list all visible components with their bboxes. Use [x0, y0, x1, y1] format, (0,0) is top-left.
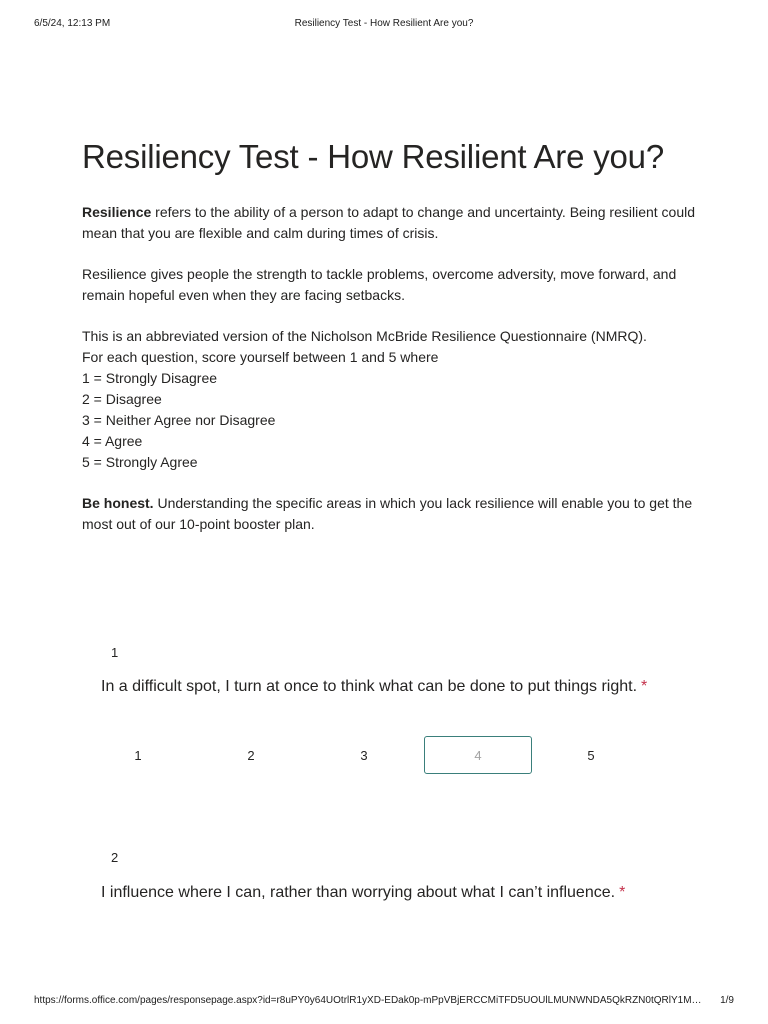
intro-paragraph-1-text: refers to the ability of a person to adapt to change and uncertainty. Being resilient could mean that you are flexible and calm during times of crisis. [82, 204, 696, 241]
intro-paragraph-2: Resilience gives people the strength to tackle problems, overcome adversity, move forward, and remain hopeful even when they are facing setbacks. [82, 266, 677, 303]
intro-paragraph-3-line-2: For each question, score yourself between 1 and 5 where [82, 349, 439, 365]
question-2-text [101, 884, 625, 902]
form-description [82, 202, 702, 555]
scale-legend [82, 368, 702, 473]
scale-item: 1 = Strongly Disagree [82, 370, 218, 386]
required-asterisk: * [619, 884, 626, 901]
print-header [34, 18, 734, 32]
scale-item: 2 = Disagree [82, 391, 162, 407]
intro-paragraph-4 [82, 493, 702, 535]
print-footer [34, 995, 734, 1009]
print-date: 6/5/24, 12:13 PM [34, 18, 111, 29]
rating-option-1[interactable]: 1 [134, 747, 142, 763]
question-1-rating [84, 736, 644, 776]
intro-paragraph-1 [82, 202, 702, 244]
scale-item: 5 = Strongly Agree [82, 454, 198, 470]
form-title: Resiliency Test - How Resilient Are you? [82, 138, 664, 175]
required-asterisk: * [641, 678, 648, 695]
question-1-label: In a difficult spot, I turn at once to think what can be done to put things right. [101, 678, 638, 695]
page-url: https://forms.office.com/pages/responsepage.aspx?id=r8uPY0y64UOtrlR1yXD-EDak0p-mPpVBjERCCMiTFD5UOUlLMUNWNDA5QkRZN0tQRlY1M… [34, 995, 702, 1006]
question-1-text [101, 678, 647, 696]
intro-keyword: Resilience [82, 204, 152, 220]
question-2-number: 2 [111, 850, 119, 865]
scale-item: 4 = Agree [82, 433, 143, 449]
print-page-title: Resiliency Test - How Resilient Are you? [294, 18, 474, 29]
rating-option-2[interactable]: 2 [247, 747, 255, 763]
page-number: 1/9 [720, 995, 734, 1006]
intro-paragraph-4-text: Understanding the specific areas in which you lack resilience will enable you to get the most out of our 10-point booster plan. [82, 495, 693, 532]
question-1-number: 1 [111, 645, 119, 660]
rating-option-4-selected[interactable]: 4 [424, 736, 532, 774]
honest-keyword: Be honest. [82, 495, 154, 511]
rating-option-3[interactable]: 3 [360, 747, 368, 763]
question-2-label: I influence where I can, rather than worrying about what I can’t influence. [101, 884, 616, 901]
scale-item: 3 = Neither Agree nor Disagree [82, 412, 276, 428]
intro-paragraph-3-line-1: This is an abbreviated version of the Nicholson McBride Resilience Questionnaire (NMRQ). [82, 328, 647, 344]
rating-option-5[interactable]: 5 [587, 747, 595, 763]
